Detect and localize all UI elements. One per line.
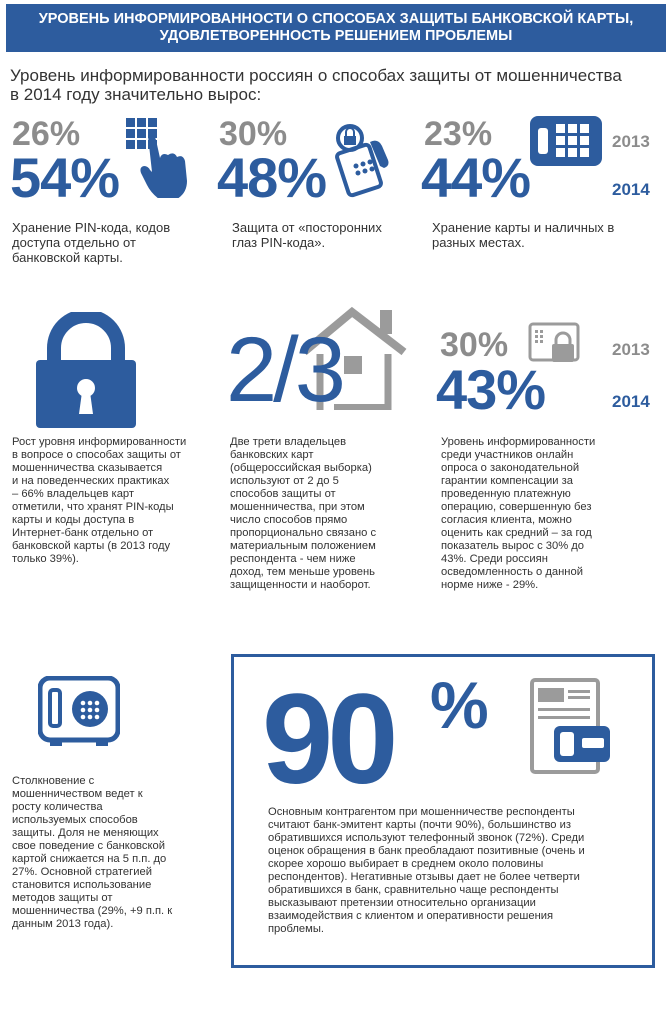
text-line: норме ниже - 29%. <box>441 579 539 591</box>
text-line: операцию, совершенную без <box>441 501 592 513</box>
text-line: считают банк-эмитент карты (почти 90%), большинство из <box>268 819 571 831</box>
text-line: Столкновение с <box>12 775 95 787</box>
fraction-description <box>230 436 430 592</box>
text-line: опроса о законодательной <box>441 462 580 474</box>
banner-title-line2: УДОВЛЕТВОРЕННОСТЬ РЕШЕНИЕМ ПРОБЛЕМЫ <box>159 28 513 44</box>
caption-line: Хранение карты и наличных в <box>432 220 615 235</box>
text-line: скорее хорошо выбирает в среднем около половины <box>268 858 544 870</box>
text-line: свое поведение с банковской <box>12 840 165 852</box>
text-line: данным 2013 года). <box>12 918 114 930</box>
text-line: картой снижается на 5 п.п. до <box>12 853 167 865</box>
text-line: методов защиты от <box>12 892 113 904</box>
pin-keypad-hand-icon <box>124 118 194 198</box>
text-line: доход, тем меньше уровень <box>230 566 376 578</box>
caption-line: глаз PIN-кода». <box>232 235 326 250</box>
text-line: проблемы. <box>268 923 324 935</box>
text-line: становится использование <box>12 879 152 891</box>
text-line: мошенничества (29%, +9 п.п. к <box>12 905 173 917</box>
text-line: число способов прямо <box>230 514 348 526</box>
stat2-caption <box>232 220 417 250</box>
text-line: Две трети владельцев <box>230 436 347 448</box>
caption-line: Хранение PIN-кода, кодов <box>12 220 171 235</box>
text-line: респондентов). Негативные отзывы дает не более четверти <box>268 871 580 883</box>
text-line: только 39%). <box>12 553 79 565</box>
text-line: осведомленность о данной <box>441 566 583 578</box>
stat3-2014-value: 44% <box>421 146 531 209</box>
fraction-value: 2/3 <box>226 319 342 421</box>
big-ninety-value: 90 <box>262 668 393 811</box>
stat1-2014-value: 54% <box>10 146 120 209</box>
caption-line: доступа отдельно от <box>12 235 136 250</box>
intro-text <box>10 66 650 104</box>
text-line: банковской карты (в 2013 году <box>12 540 171 552</box>
text-line: защиты. Доля не меняющих <box>12 827 159 839</box>
bank-description <box>268 806 643 936</box>
text-line: Интернет-банк отдельно от <box>12 527 154 539</box>
text-line: мошенничества, при этом <box>230 501 365 513</box>
year-2013-label-2: 2013 <box>612 340 650 359</box>
stat2-2013-value: 30% <box>219 115 288 153</box>
phone-lock-icon <box>332 120 394 200</box>
compensation-2014-value: 43% <box>436 358 546 421</box>
text-line: высказывают претензии относительно организации <box>268 897 536 909</box>
text-line: мошенничеством ведет к <box>12 788 143 800</box>
caption-line: Защита от «посторонних <box>232 220 382 235</box>
text-line: пропорционально связано с <box>230 527 377 539</box>
text-line: в вопросе о способах защиты от <box>12 449 181 461</box>
text-line: – 66% владельцев карт <box>12 488 135 500</box>
text-line: гарантии компенсации за <box>441 475 573 487</box>
bank-terminal-icon <box>524 676 614 782</box>
text-line: и на поведенческих практиках <box>12 475 170 487</box>
text-line: используют от 2 до 5 <box>230 475 339 487</box>
text-line: обратившихся используют телефонный звонок (72%). Среди <box>268 832 585 844</box>
year-2014-label-2: 2014 <box>612 392 650 411</box>
stat1-caption <box>12 220 197 265</box>
text-line: используемых способов <box>12 814 138 826</box>
text-line: (общероссийская выборка) <box>230 462 372 474</box>
text-line: банковских карт <box>230 449 314 461</box>
caption-line: разных местах. <box>432 235 525 250</box>
text-line: мошенничества сказывается <box>12 462 163 474</box>
stat3-2013-value: 23% <box>424 115 493 153</box>
text-line: отметили, что хранят PIN-коды <box>12 501 174 513</box>
stat3-caption <box>432 220 652 250</box>
text-line: обратившихся в банк, сравнительно чаще респонденты <box>268 884 559 896</box>
lock-description <box>12 436 212 566</box>
text-line: Основным контрагентом при мошенничестве респонденты <box>268 806 575 818</box>
text-line: карты и коды доступа в <box>12 514 135 526</box>
banner-title-line1: УРОВЕНЬ ИНФОРМИРОВАННОСТИ О СПОСОБАХ ЗАЩИТЫ БАНКОВСКОЙ КАРТЫ, <box>38 11 634 27</box>
big-percent-sign: % <box>430 668 489 742</box>
caption-line: банковской карты. <box>12 250 123 265</box>
stat1-2013-value: 26% <box>12 115 81 153</box>
text-line: росту количества <box>12 801 103 813</box>
text-line: оценок обращения в банк преобладают позитивные (очень и <box>268 845 585 857</box>
keypad-icon <box>530 116 602 166</box>
compensation-2013-value: 30% <box>440 326 509 364</box>
text-line: Рост уровня информированности <box>12 436 187 448</box>
intro-line2: в 2014 году значительно вырос: <box>10 85 262 104</box>
year-2013-label: 2013 <box>612 132 650 151</box>
text-line: Уровень информированности <box>441 436 596 448</box>
padlock-icon <box>30 312 142 430</box>
text-line: взаимодействия с клиентом и оперативности решения <box>268 910 554 922</box>
text-line: респондента - чем ниже <box>230 553 356 565</box>
intro-line1: Уровень информированности россиян о способах защиты от мошенничества <box>10 66 622 85</box>
card-terminal-lock-icon <box>526 322 582 366</box>
text-line: показатель вырос с 30% до <box>441 540 585 552</box>
text-line: оценить как средний – за год <box>441 527 592 539</box>
compensation-description <box>441 436 651 592</box>
header-banner <box>6 4 666 52</box>
safe-icon <box>38 676 120 748</box>
text-line: способов защиты от <box>230 488 336 500</box>
text-line: среди участников онлайн <box>441 449 574 461</box>
text-line: проведенную платежную <box>441 488 571 500</box>
safe-description <box>12 775 217 931</box>
stat2-2014-value: 48% <box>217 146 327 209</box>
text-line: 27%. Основной стратегией <box>12 866 152 878</box>
text-line: 43%. Среди россиян <box>441 553 548 565</box>
text-line: согласия клиента, можно <box>441 514 572 526</box>
year-2014-label: 2014 <box>612 180 650 199</box>
text-line: материальным положением <box>230 540 376 552</box>
text-line: защищенности и наоборот. <box>230 579 371 591</box>
